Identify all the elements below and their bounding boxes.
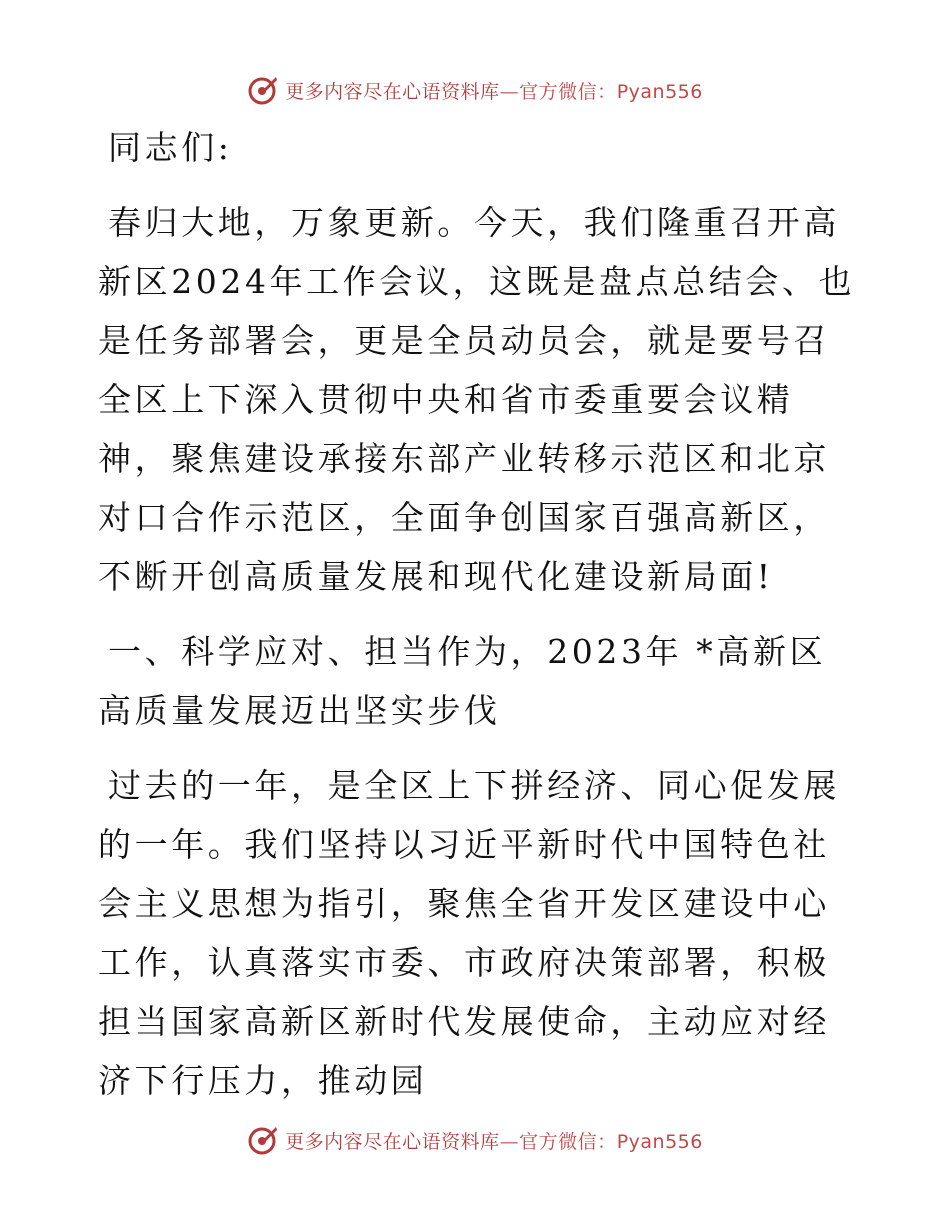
banner-text: 更多内容尽在心语资料库—官方微信：Pyan556	[285, 1130, 703, 1153]
document-body	[98, 118, 858, 1110]
section-heading: 一、科学应对、担当作为，2023年 *高新区高质量发展迈出坚实步伐	[98, 632, 827, 730]
paragraph-review: 过去的一年，是全区上下拼经济、同心促发展的一年。我们坚持以习近平新时代中国特色社会主义思想为指引，聚焦全省开发区建设中心工作，认真落实市委、市政府决策部署，积极担当国家高新区新时代发展使命，主动应对经济下行压力，推动园	[98, 766, 840, 1100]
footer-banner	[0, 1120, 950, 1160]
paragraph-intro: 春归大地，万象更新。今天，我们隆重召开高新区2024年工作会议，这既是盘点总结会、也是任务部署会，更是全员动员会，就是要号召全区上下深入贯彻中央和省市委重要会议精神，聚焦建设承接东部产业转移示范区和北京对口合作示范区，全面争创国家百强高新区，不断开创高质量发展和现代化建设新局面!	[98, 203, 856, 596]
header-banner	[0, 70, 950, 110]
quill-circle-icon	[247, 1124, 279, 1156]
banner-text: 更多内容尽在心语资料库—官方微信：Pyan556	[285, 80, 703, 103]
salutation: 同志们:	[108, 128, 233, 167]
quill-circle-icon	[247, 74, 279, 106]
